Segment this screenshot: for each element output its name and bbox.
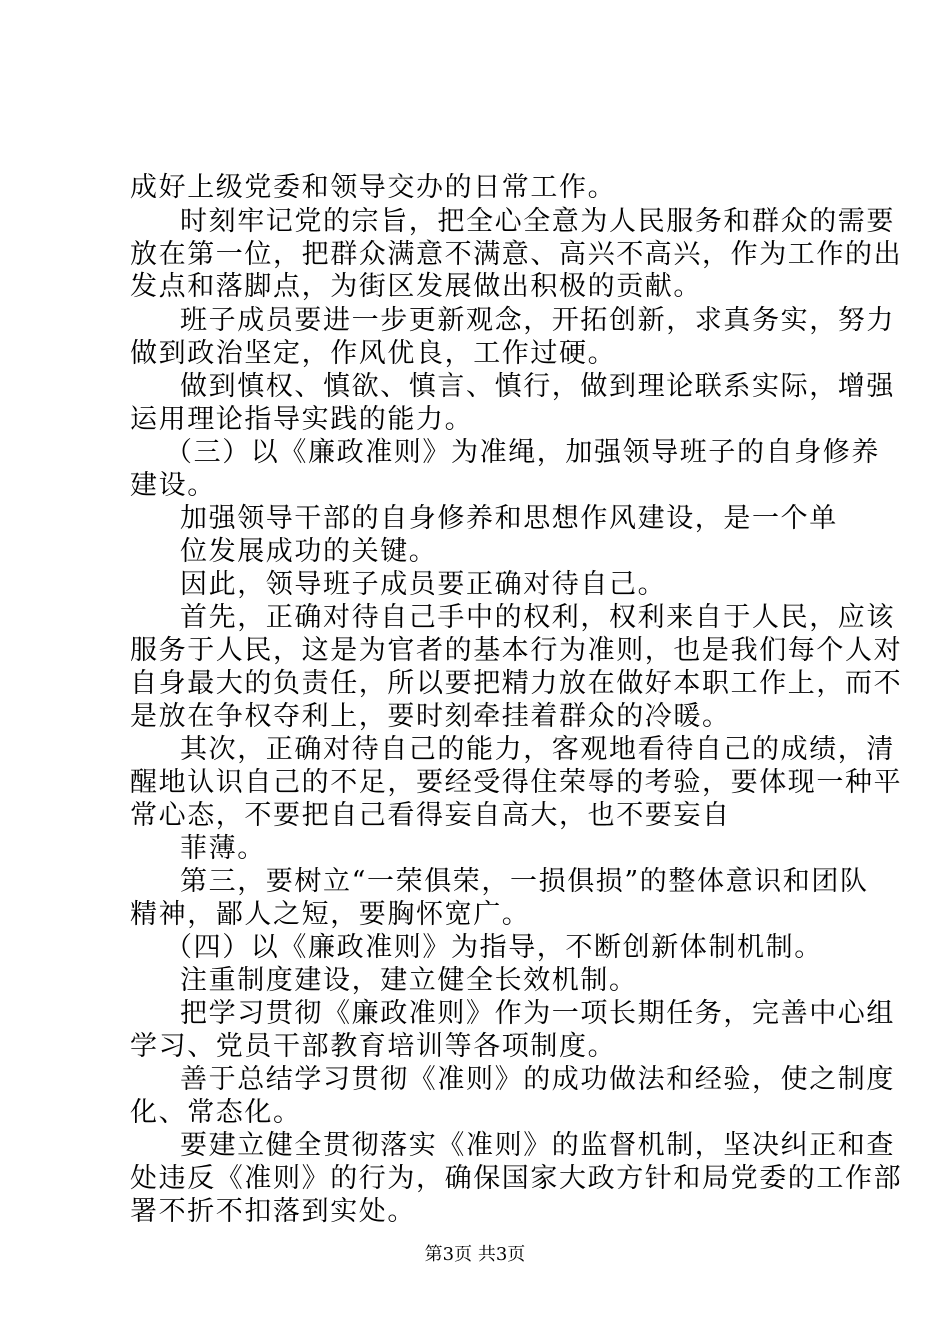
text-line-20: 常心态，不要把自己看得妄自高大，也不要妄自: [130, 800, 731, 831]
text-line-29: 化、常态化。: [130, 1097, 302, 1128]
text-line-12: 位发展成功的关键。: [180, 536, 438, 567]
text-line-5: 班子成员要进一步更新观念，开拓创新，求真务实，努力: [180, 305, 895, 336]
text-line-19: 醒地认识自己的不足，要经受得住荣辱的考验，要体现一种平: [130, 767, 903, 798]
text-line-31: 处违反《准则》的行为，确保国家大政方针和局党委的工作部: [130, 1163, 903, 1194]
text-line-17: 是放在争权夺利上，要时刻牵挂着群众的冷暖。: [130, 701, 731, 732]
text-line-28: 善于总结学习贯彻《准则》的成功做法和经验，使之制度: [180, 1064, 895, 1095]
text-line-25: 注重制度建设，建立健全长效机制。: [180, 965, 638, 996]
text-line-4: 发点和落脚点，为街区发展做出积极的贡献。: [130, 271, 702, 302]
text-line-14: 首先，正确对待自己手中的权利，权利来自于人民，应该: [180, 602, 895, 633]
text-line-11: 加强领导干部的自身修养和思想作风建设，是一个单: [180, 503, 838, 534]
text-line-18: 其次，正确对待自己的能力，客观地看待自己的成绩，清: [180, 734, 895, 765]
text-line-24: （四）以《廉政准则》为指导，不断创新体制机制。: [165, 932, 823, 963]
text-line-1: 成好上级党委和领导交办的日常工作。: [130, 172, 617, 203]
text-line-10: 建设。: [130, 470, 216, 501]
text-line-3: 放在第一位，把群众满意不满意、高兴不高兴，作为工作的出: [130, 239, 903, 270]
text-line-13: 因此，领导班子成员要正确对待自己。: [180, 569, 667, 600]
text-line-32: 署不折不扣落到实处。: [130, 1196, 416, 1227]
text-line-2: 时刻牢记党的宗旨，把全心全意为人民服务和群众的需要: [180, 206, 895, 237]
text-line-9: （三）以《廉政准则》为准绳，加强领导班子的自身修养: [165, 437, 880, 468]
page-number-footer: 第3页 共3页: [424, 1244, 526, 1265]
text-line-16: 自身最大的负责任，所以要把精力放在做好本职工作上，而不: [130, 668, 903, 699]
text-line-7: 做到慎权、慎欲、慎言、慎行，做到理论联系实际，增强: [180, 371, 895, 402]
text-line-21: 菲薄。: [180, 833, 266, 864]
text-line-8: 运用理论指导实践的能力。: [130, 404, 474, 435]
text-line-26: 把学习贯彻《廉政准则》作为一项长期任务，完善中心组: [180, 998, 895, 1029]
text-line-22: 第三，要树立“一荣俱荣，一损俱损”的整体意识和团队: [180, 866, 869, 897]
text-line-27: 学习、党员干部教育培训等各项制度。: [130, 1031, 617, 1062]
text-line-15: 服务于人民，这是为官者的基本行为准则，也是我们每个人对: [130, 635, 903, 666]
text-line-23: 精神，鄙人之短，要胸怀宽广。: [130, 899, 531, 930]
text-line-6: 做到政治坚定，作风优良，工作过硬。: [130, 338, 617, 369]
text-line-30: 要建立健全贯彻落实《准则》的监督机制，坚决纠正和查: [180, 1130, 895, 1161]
